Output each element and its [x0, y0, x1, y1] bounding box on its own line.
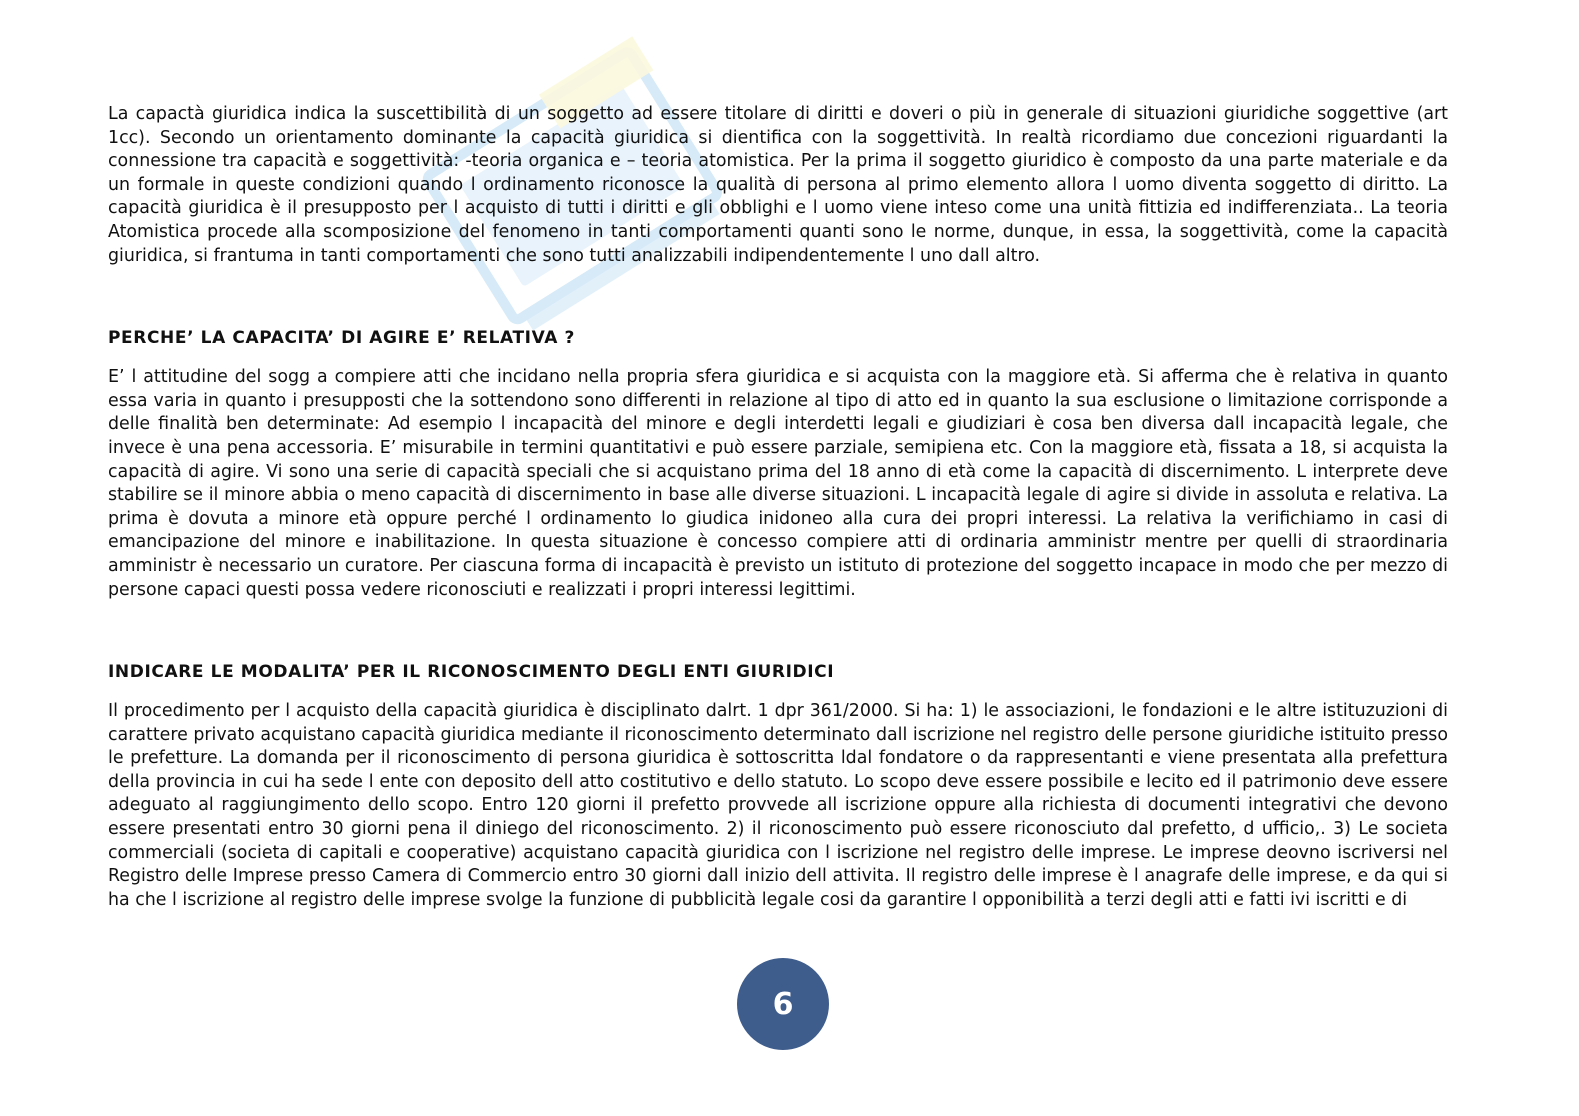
paragraph-enti-giuridici: Il procedimento per l acquisto della capacità giuridica è disciplinato dalrt. 1 dpr 361/2000. Si ha: 1) le associazioni, le fondazioni e le altre istituzuzioni di carattere privato acquistano capacità giuridica mediante il riconoscimento determinato dall iscrizione nel registro delle persone giuridiche istituito presso le prefetture. La domanda per il riconoscimento di persona giuridica è sottoscritta ldal fondatore o da rappresentanti e viene presentata alla prefettura della provincia in cui ha sede l ente con deposito dell atto costitutivo e dello statuto. Lo scopo deve essere possibile e lecito ed il patrimonio deve essere adeguato al raggiungimento dello scopo. Entro 120 giorni il prefetto provvede all iscrizione oppure alla richiesta di documenti integrativi che devono essere presentati entro 30 giorni pena il diniego del riconoscimento. 2) il riconoscimento può essere riconosciuto dal prefetto, d ufficio,. 3) Le societa commerciali (societa di capitali e cooperative) acquistano capacità giuridica con l iscrizione nel registro delle imprese. Le imprese deovno iscriversi nel Registro delle Imprese presso Camera di Commercio entro 30 giorni dall inizio dell attivita. Il registro delle imprese è l anagrafe delle imprese, e da qui si ha che l iscrizione al registro delle imprese svolge la funzione di pubblicità legale cosi da garantire l opponibilità a terzi degli atti e fatti ivi iscritti e di — [108, 701, 1448, 910]
heading-enti-giuridici: INDICARE LE MODALITA’ PER IL RICONOSCIMENTO DEGLI ENTI GIURIDICI — [108, 662, 835, 683]
page-content — [108, 103, 1448, 912]
page-number-badge — [737, 958, 829, 1050]
page-number: 6 — [772, 986, 794, 1022]
heading-capacita-agire: PERCHE’ LA CAPACITA’ DI AGIRE E’ RELATIVA ? — [108, 328, 575, 349]
paragraph-capacita-agire: E’ l attitudine del sogg a compiere atti che incidano nella propria sfera giuridica e si acquista con la maggiore età. Si afferma che è relativa in quanto essa varia in quanto i presupposti che la sottendono sono differenti in relazione al tipo di atto ed in quanto la sua esclusione o limitazione corrisponde a delle finalità ben determinate: Ad esempio l incapacità del minore e degli interdetti legali e giudiziari è cosa ben diversa dall incapacità legale, che invece è una pena accessoria. E’ misurabile in termini quantitativi e può essere parziale, semipiena etc. Con la maggiore età, fissata a 18, si acquista la capacità di agire. Vi sono una serie di capacità speciali che si acquistano prima del 18 anno di età come la capacità di discernimento. L interprete deve stabilire se il minore abbia o meno capacità di discernimento in base alle diverse situazioni. L incapacità legale di agire si divide in assoluta e relativa. La prima è dovuta a minore età oppure perché l ordinamento lo giudica inidoneo alla cura dei propri interessi. La relativa la verifichiamo in casi di emancipazione del minore e inabilitazione. In questa situazione è concesso compiere atti di ordinaria amministr mentre per quelli di straordinaria amministr è necessario un curatore. Per ciascuna forma di incapacità è previsto un istituto di protezione del soggetto incapace in modo che per mezzo di persone capaci questi possa vedere riconosciuti e realizzati i propri interessi legittimi. — [108, 367, 1448, 600]
paragraph-capacita-giuridica: La capactà giuridica indica la suscettibilità di un soggetto ad essere titolare di diritti e doveri o più in generale di situazioni giuridiche soggettive (art 1cc). Secondo un orientamento dominante la capacità giuridica si dientifica con la soggettività. In realtà ricordiamo due concezioni riguardanti la connessione tra capacità e soggettività: -teoria organica e – teoria atomistica. Per la prima il soggetto giuridico è composto da una parte materiale e da un formale in queste condizioni quando l ordinamento riconosce la qualità di persona al primo elemento allora l uomo diventa soggetto di diritto. La capacità giuridica è il presupposto per l acquisto di tutti i diritti e gli obblighi e l uomo viene inteso come una unità fittizia ed indifferenziata.. La teoria Atomistica procede alla scomposizione del fenomeno in tanti comportamenti quanti sono le norme, dunque, in essa, la soggettività, come la capacità giuridica, si frantuma in tanti comportamenti che sono tutti analizzabili indipendentemente l uno dall altro. — [108, 104, 1448, 266]
